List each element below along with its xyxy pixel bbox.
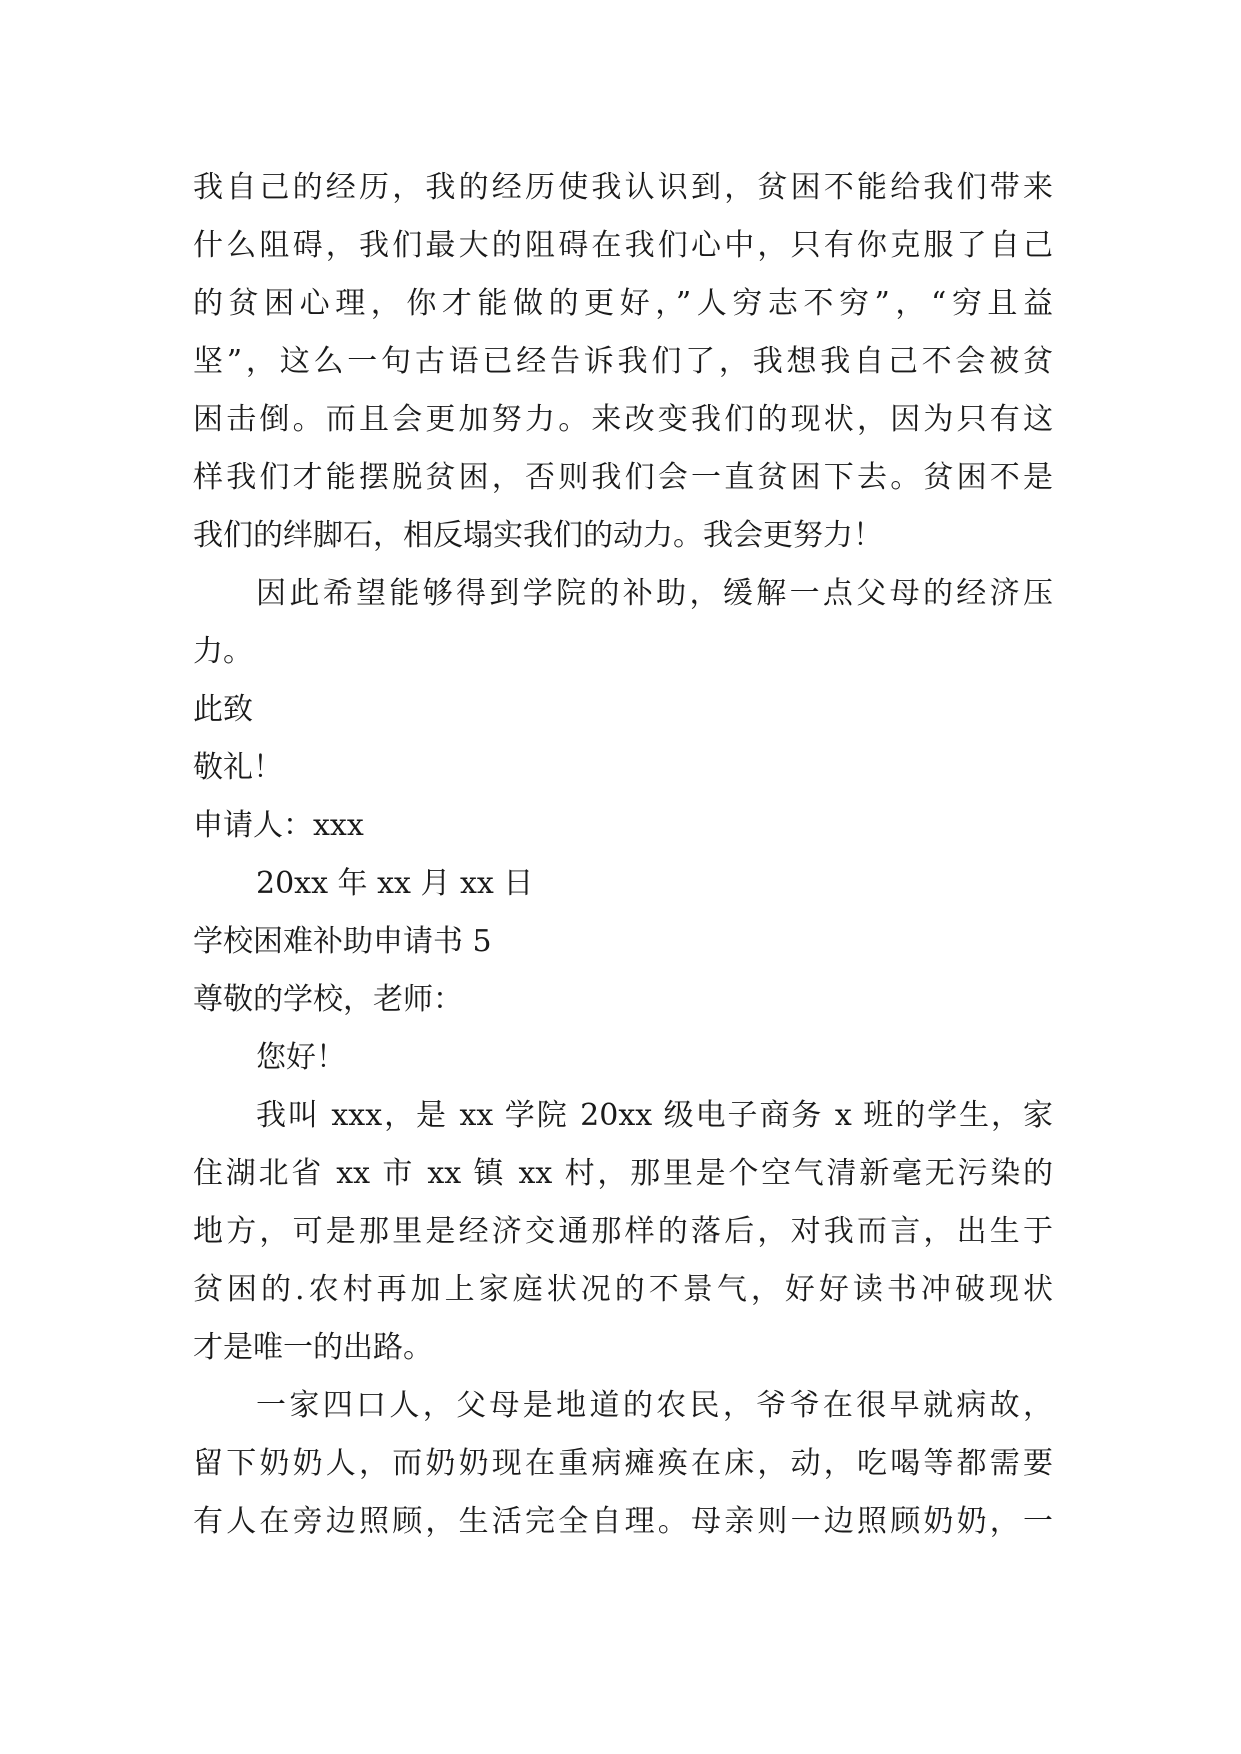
paragraph-line: 困击倒。而且会更加努力。来改变我们的现状，因为只有这 xyxy=(193,402,1053,437)
date-line: 20xx 年 xx 月 xx 日 xyxy=(256,866,534,901)
paragraph-line: 的贫困心理，你才能做的更好，”人穷志不穷”，“穷且益 xyxy=(193,286,1053,321)
paragraph-line: 坚”，这么一句古语已经告诉我们了，我想我自己不会被贫 xyxy=(193,344,1053,379)
paragraph-line: 地方，可是那里是经济交通那样的落后，对我而言，出生于 xyxy=(193,1214,1053,1249)
paragraph-line: 住湖北省 xx 市 xx 镇 xx 村，那里是个空气清新毫无污染的 xyxy=(193,1156,1053,1191)
paragraph-line: 我叫 xxx，是 xx 学院 20xx 级电子商务 x 班的学生，家 xyxy=(256,1098,1053,1133)
paragraph-line: 样我们才能摆脱贫困，否则我们会一直贫困下去。贫困不是 xyxy=(193,460,1053,495)
paragraph-line: 我自己的经历，我的经历使我认识到，贫困不能给我们带来 xyxy=(193,170,1053,205)
paragraph-line: 才是唯一的出路。 xyxy=(193,1330,433,1365)
paragraph-line: 我们的绊脚石，相反塌实我们的动力。我会更努力！ xyxy=(193,518,883,553)
closing-regards: 敬礼！ xyxy=(193,750,283,785)
applicant-signature: 申请人：xxx xyxy=(193,808,364,843)
salutation: 尊敬的学校，老师： xyxy=(193,982,463,1017)
paragraph-line: 有人在旁边照顾，生活完全自理。母亲则一边照顾奶奶，一 xyxy=(193,1504,1053,1539)
paragraph-line: 一家四口人，父母是地道的农民，爷爷在很早就病故， xyxy=(256,1388,1053,1423)
greeting: 您好！ xyxy=(256,1040,346,1075)
closing-salutation: 此致 xyxy=(193,692,253,727)
paragraph-line: 什么阻碍，我们最大的阻碍在我们心中，只有你克服了自己 xyxy=(193,228,1053,263)
paragraph-line: 力。 xyxy=(193,634,253,669)
paragraph-line: 因此希望能够得到学院的补助，缓解一点父母的经济压 xyxy=(256,576,1053,611)
section-title: 学校困难补助申请书 5 xyxy=(193,924,492,959)
paragraph-line: 贫困的.农村再加上家庭状况的不景气，好好读书冲破现状 xyxy=(193,1272,1053,1307)
paragraph-line: 留下奶奶人，而奶奶现在重病瘫痪在床，动，吃喝等都需要 xyxy=(193,1446,1053,1481)
